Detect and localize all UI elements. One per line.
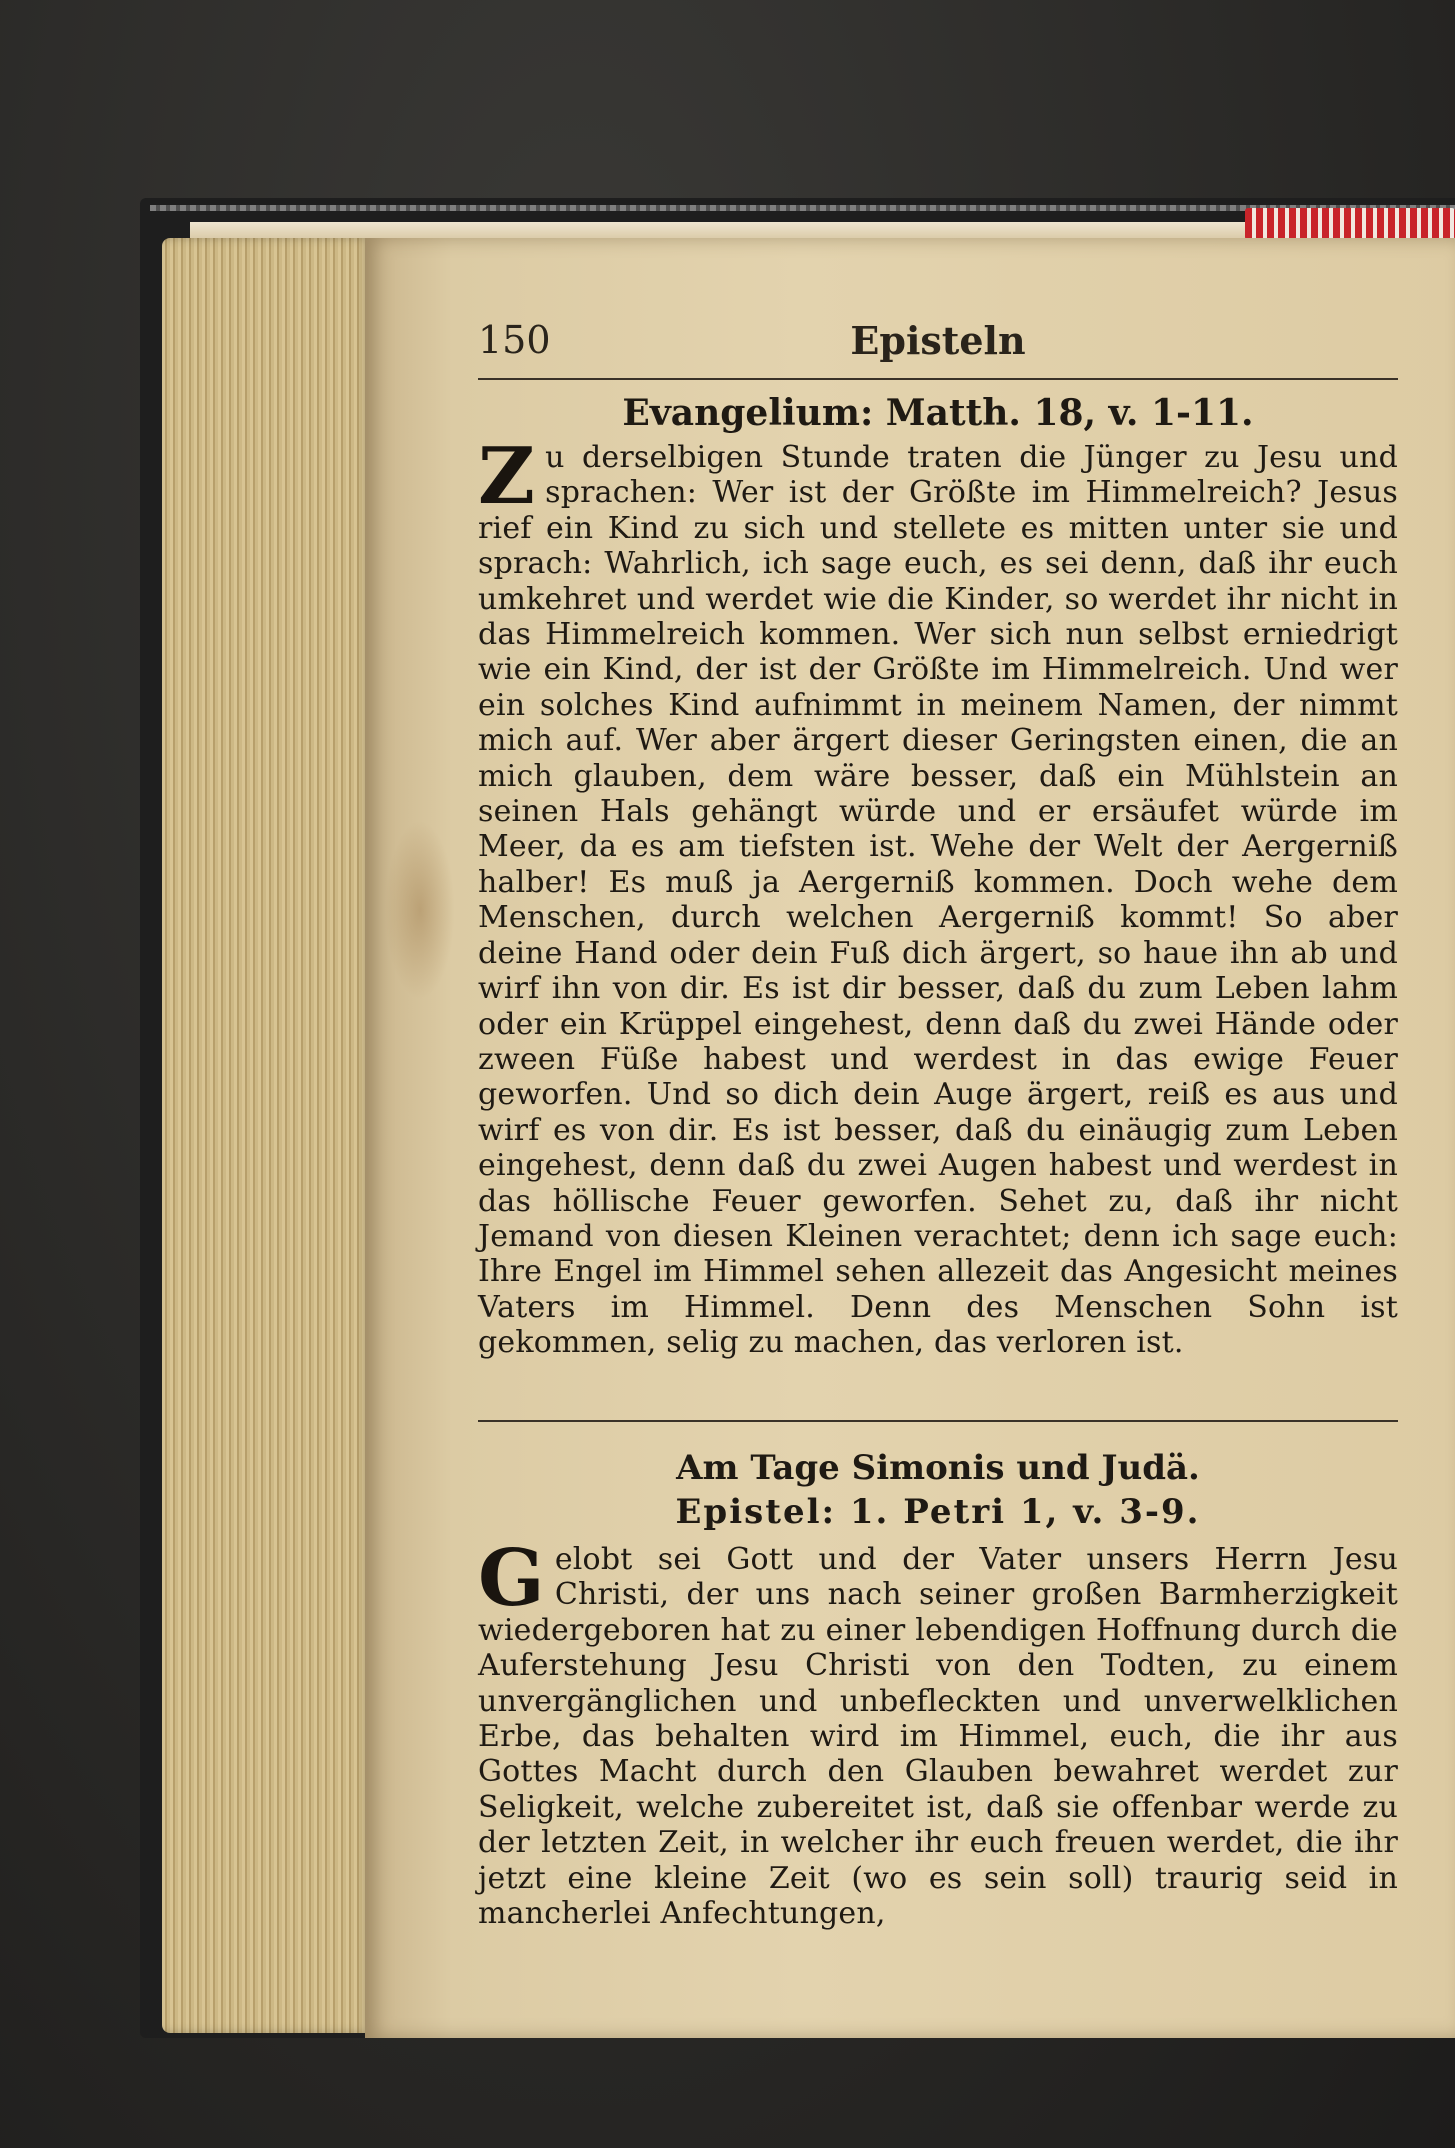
section-rule <box>478 1420 1398 1422</box>
epistle-dropcap: G <box>478 1533 545 1624</box>
running-head <box>478 318 1398 366</box>
epistle-text <box>478 1533 1398 1932</box>
bookmark-ribbon-icon <box>1245 208 1455 240</box>
gospel-text <box>478 431 1398 1361</box>
gospel-dropcap: Z <box>478 431 536 522</box>
page-stack-edge <box>162 238 372 2033</box>
epistle-heading: Epistel: 1. Petri 1, v. 3-9. <box>675 1492 1201 1532</box>
epistle-body: elobt sei Gott und der Vater unsers Herrn Jesu Christi, der uns nach seiner großen Barmherzigkeit wiedergeboren hat zu einer lebendigen Hoffnung durch die Auferstehung Jesu Christi von den Todten, zu einem unvergänglichen und unbefleckten und unverwelklichen Erbe, das behalten wird im Himmel, euch, die ihr aus Gottes Macht durch den Glauben bewahret werdet zur Seligkeit, welche zubereitet ist, daß sie offenbar werde zu der letzten Zeit, in welcher ihr euch freuen werdet, die ihr jetzt eine kleine Zeit (wo es sein soll) traurig seid in mancherlei Anfechtungen, <box>478 1542 1398 1932</box>
gospel-body: u derselbigen Stunde traten die Jünger zu Jesu und sprachen: Wer ist der Größte im Himmelreich? Jesus rief ein Kind zu sich und stellete es mitten unter sie und sprach: Wahrlich, ich sage euch, es sei denn, daß ihr euch umkehret und werdet wie die Kinder, so werdet ihr nicht in das Himmelreich kommen. Wer sich nun selbst erniedrigt wie ein Kind, der ist der Größte im Himmelreich. Und wer ein solches Kind aufnimmt in meinem Namen, der nimmt mich auf. Wer aber ärgert dieser Geringsten einen, die an mich glauben, dem wäre besser, daß ein Mühlstein an seinen Hals gehängt würde und er ersäufet würde im Meer, da es am tiefsten ist. Wehe der Welt der Aergerniß halber! Es muß ja Aergerniß kommen. Doch wehe dem Menschen, durch welchen Aergerniß kommt! So aber deine Hand oder dein Fuß dich ärgert, so haue ihn ab und wirf ihn von dir. Es ist dir besser, daß du zum Leben lahm oder ein Krüppel eingehest, denn daß du zwei Hände oder zween Füße habest und werdest in das ewige Feuer geworfen. Und so dich dein Auge ärgert, reiß es aus und wirf es von dir. Es ist besser, daß du einäugig zum Leben eingehest, denn daß du zwei Augen habest und werdest in das höllische Feuer geworfen. Sehet zu, daß ihr nicht Jemand von diesen Kleinen verachtet; denn ich sage euch: Ihre Engel im Himmel sehen allezeit das Angesicht meines Vaters im Himmel. Denn des Menschen Sohn ist gekommen, selig zu machen, das verloren ist. <box>478 440 1398 1361</box>
page-number: 150 <box>478 318 551 362</box>
section-title: Episteln <box>850 318 1026 363</box>
gospel-heading: Evangelium: Matth. 18, v. 1-11. <box>622 392 1254 434</box>
page-stain <box>385 820 455 1000</box>
feast-heading: Am Tage Simonis und Judä. <box>676 1448 1200 1488</box>
header-rule <box>478 378 1398 380</box>
